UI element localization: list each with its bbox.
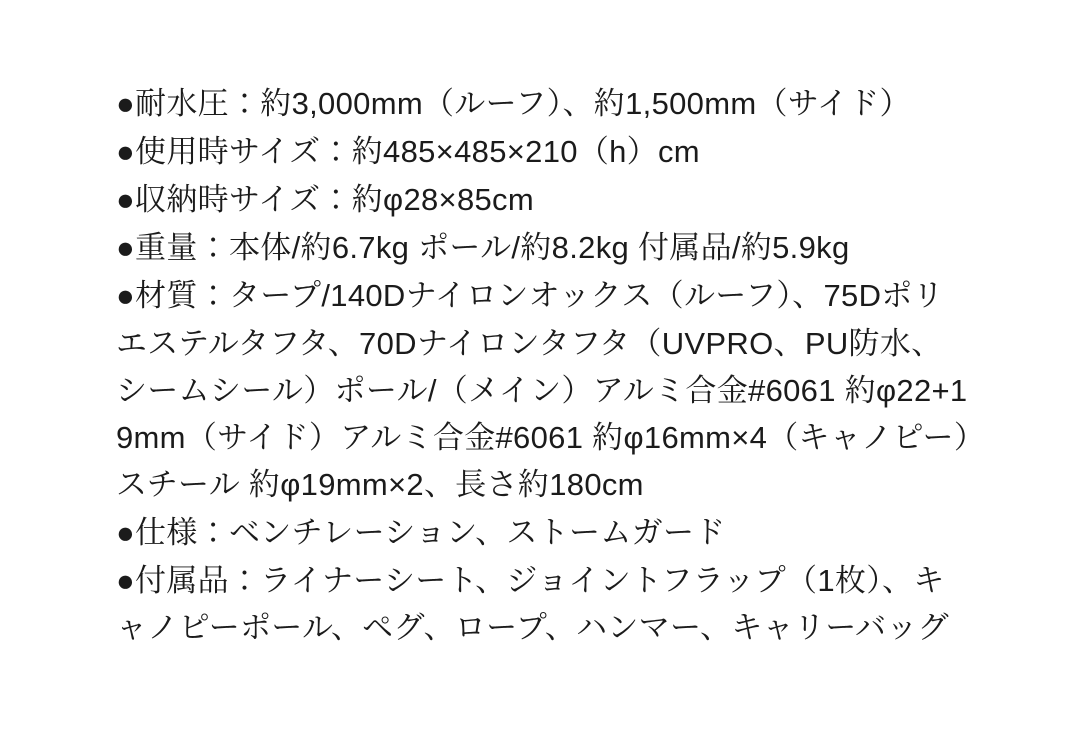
spec-item-packed-size: ●収納時サイズ：約φ28×85cm xyxy=(116,182,535,218)
specification-list xyxy=(116,80,970,651)
spec-item-features: ●仕様：ベンチレーション、ストームガード xyxy=(116,514,726,550)
spec-item-water-resistance: ●耐水圧：約3,000mm（ルーフ）、約1,500mm（サイド） xyxy=(116,86,911,121)
spec-item-setup-size: ●使用時サイズ：約485×485×210（h）cm xyxy=(116,134,700,170)
spec-item-weight: ●重量：本体/約6.7kg ポール/約8.2kg 付属品/約5.9kg xyxy=(116,230,850,266)
spec-item-accessories: ●付属品：ライナーシート、ジョイントフラップ（1枚）、キャノピーポール、ペグ、ロープ、ハンマー、キャリーバッグ xyxy=(116,563,949,646)
spec-item-material: ●材質：タープ/140Dナイロンオックス（ルーフ）、75Dポリエステルタフタ、70Dナイロンタフタ（UVPRO、PU防水、シームシール）ポール/（メイン）アルミ合金#6061 約φ22+19mm（サイド）アルミ合金#6061 約φ16mm×4（キャノピー）スチール 約φ19mm×2、長さ約180cm xyxy=(116,278,970,502)
